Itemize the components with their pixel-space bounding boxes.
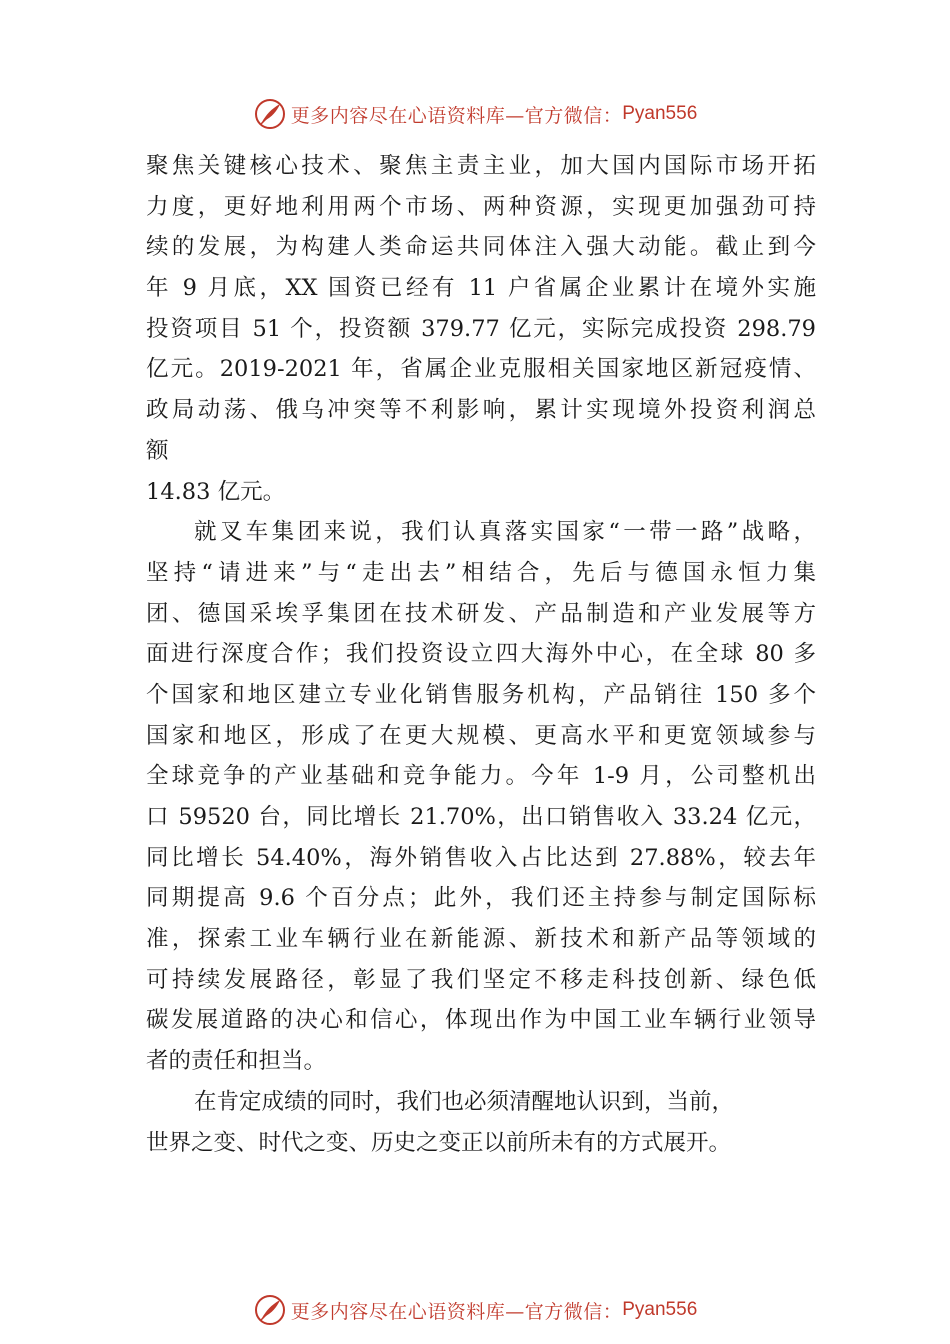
text-line: 可持续发展路径，彰显了我们坚定不移走科技创新、绿色低 xyxy=(146,966,816,993)
text-line: 续的发展，为构建人类命运共同体注入强大动能。截止到今 xyxy=(146,234,816,261)
quill-logo-icon xyxy=(253,1293,287,1327)
text-line: 额 xyxy=(146,437,169,464)
text-line: 碳发展道路的决心和信心，体现出作为中国工业车辆行业领导 xyxy=(146,1007,816,1034)
document-body xyxy=(146,146,816,1163)
text-line: 国家和地区，形成了在更大规模、更高水平和更宽领域参与 xyxy=(146,722,816,749)
text-line: 者的责任和担当。 xyxy=(146,1048,327,1075)
text-line: 力度，更好地利用两个市场、两种资源，实现更加强劲可持 xyxy=(146,193,816,220)
watermark-wechat-id: Pyan556 xyxy=(622,1299,698,1320)
text-line: 亿元。2019-2021 年，省属企业克服相关国家地区新冠疫情、 xyxy=(146,356,816,383)
text-line: 在肯定成绩的同时，我们也必须清醒地认识到，当前， xyxy=(194,1088,735,1115)
text-line: 坚持“请进来”与“走出去”相结合，先后与德国永恒力集 xyxy=(146,559,816,586)
text-line: 政局动荡、俄乌冲突等不利影响，累计实现境外投资利润总 xyxy=(146,397,816,424)
quill-logo-icon xyxy=(253,97,287,131)
text-line: 个国家和地区建立专业化销售服务机构，产品销往 150 多个 xyxy=(146,681,816,708)
text-line: 口 59520 台，同比增长 21.70%，出口销售收入 33.24 亿元， xyxy=(146,804,816,830)
watermark-wechat-id: Pyan556 xyxy=(622,103,698,124)
text-line: 年 9 月底，XX 国资已经有 11 户省属企业累计在境外实施 xyxy=(146,275,816,302)
text-line: 团、德国采埃孚集团在技术研发、产品制造和产业发展等方 xyxy=(146,600,816,627)
paragraph xyxy=(146,512,816,1082)
text-line: 全球竞争的产业基础和竞争能力。今年 1-9 月，公司整机出 xyxy=(146,763,816,790)
text-line: 面进行深度合作；我们投资设立四大海外中心，在全球 80 多 xyxy=(146,641,816,668)
watermark-text: 更多内容尽在心语资料库—官方微信： xyxy=(290,1300,623,1323)
paragraph xyxy=(146,1082,816,1163)
footer-watermark xyxy=(0,1290,950,1330)
text-line: 14.83 亿元。 xyxy=(146,478,286,505)
text-line: 准，探索工业车辆行业在新能源、新技术和新产品等领域的 xyxy=(146,926,816,953)
paragraph xyxy=(146,146,816,512)
text-line: 世界之变、时代之变、历史之变正以前所未有的方式展开。 xyxy=(146,1129,732,1156)
text-line: 同比增长 54.40%，海外销售收入占比达到 27.88%，较去年 xyxy=(146,844,816,871)
text-line: 投资项目 51 个，投资额 379.77 亿元，实际完成投资 298.79 xyxy=(146,315,816,342)
watermark-text: 更多内容尽在心语资料库—官方微信： xyxy=(290,104,623,127)
text-line: 聚焦关键核心技术、聚焦主责主业，加大国内国际市场开拓 xyxy=(146,153,816,179)
text-line: 同期提高 9.6 个百分点；此外，我们还主持参与制定国际标 xyxy=(146,885,816,912)
text-line: 就叉车集团来说，我们认真落实国家“一带一路”战略， xyxy=(194,519,816,546)
header-watermark xyxy=(0,94,950,134)
